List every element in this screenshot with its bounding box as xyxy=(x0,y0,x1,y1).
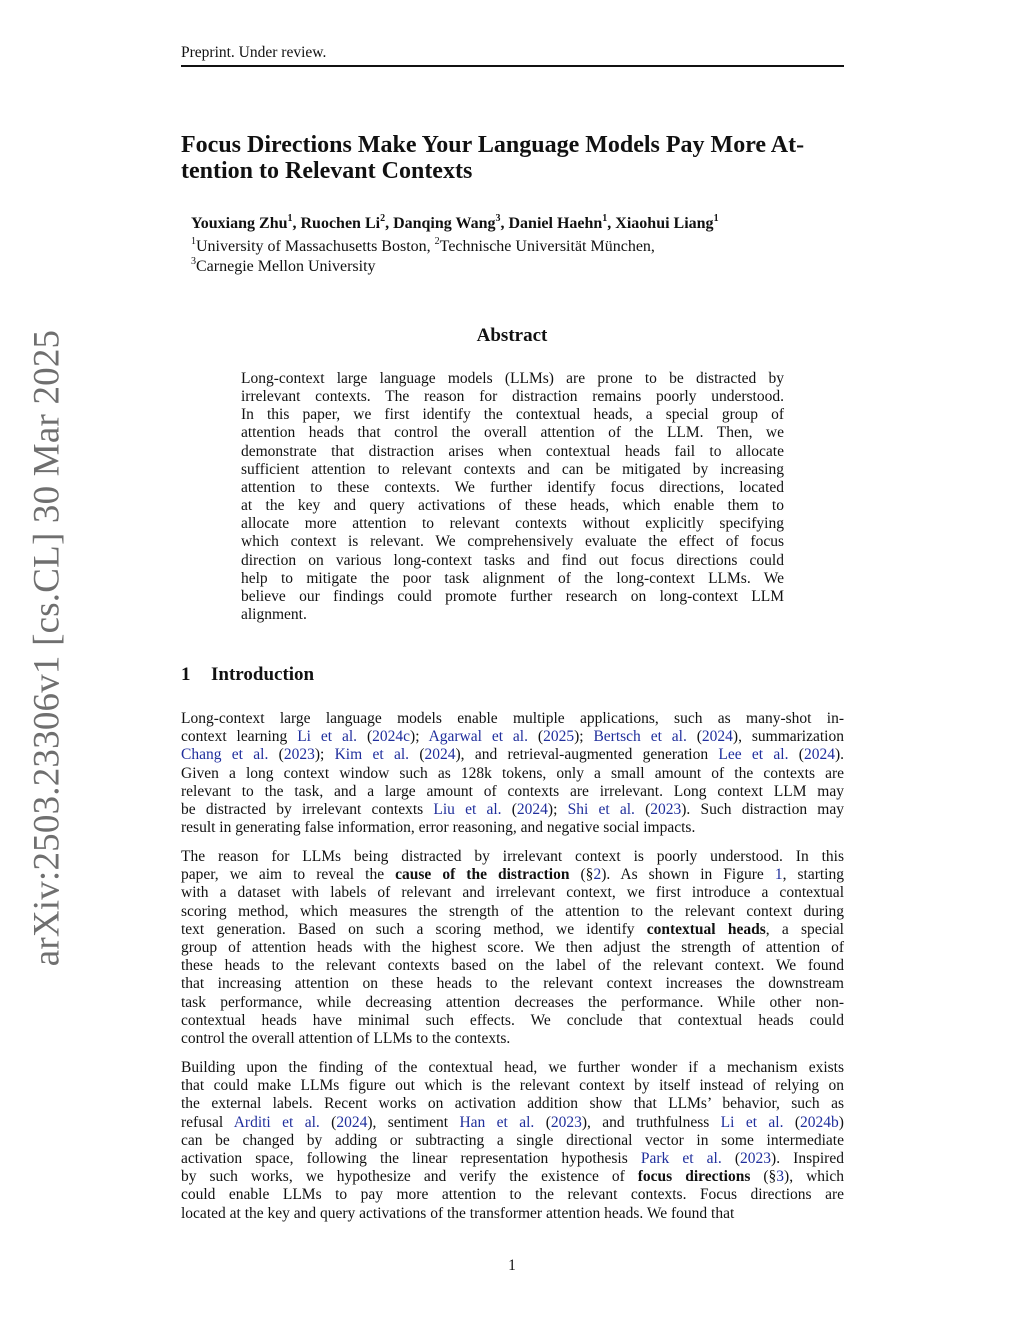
text-line xyxy=(181,1132,844,1150)
citation-link[interactable]: 1 xyxy=(774,866,783,884)
abstract-line: help to mitigate the poor task alignment of the long-context LLMs. We xyxy=(241,569,784,587)
text-run: contextual heads have minimal such effects. We conclude that contextual heads could xyxy=(181,1011,844,1029)
citation-link[interactable]: 2023 xyxy=(740,1150,772,1168)
author-list: Youxiang Zhu$^1$, Ruochen Li$^2$, Danqing Wang$^3$, Daniel Haehn$^1$, Xiaohui Liang$^1$ xyxy=(191,212,719,232)
citation-link[interactable]: 3 xyxy=(776,1168,785,1186)
text-run: (§ xyxy=(750,1168,777,1186)
abstract-line: In this paper, we first identify the contextual heads, a special group of xyxy=(241,406,784,424)
abstract-line: at the key and query activations of these heads, which enable them to xyxy=(241,497,784,515)
abstract-heading: Abstract xyxy=(476,325,548,346)
citation-link[interactable]: Shi et al. xyxy=(567,801,635,819)
text-run: with a dataset with labels of relevant and irrelevant context, we first introduce a contextual xyxy=(181,884,844,902)
text-run: Building upon the finding of the contextual head, we further wonder if a mechanism exists xyxy=(181,1059,844,1076)
text-line xyxy=(181,746,844,764)
text-line xyxy=(181,1186,844,1204)
text-run: ( xyxy=(634,801,651,819)
text-run: ), which xyxy=(784,1168,844,1186)
text-run: activation space, following the linear representation hypothesis xyxy=(181,1150,641,1168)
text-run: The reason for LLMs being distracted by irrelevant context is poorly understood. In this xyxy=(181,848,844,865)
text-run: ). xyxy=(834,746,845,764)
text-run: ). As shown in Figure xyxy=(601,866,775,884)
citation-link[interactable]: Arditi et al. xyxy=(233,1113,320,1131)
text-line xyxy=(181,1059,844,1077)
text-line xyxy=(181,903,844,921)
author-affil-sup: 3 xyxy=(495,212,501,224)
abstract-body xyxy=(241,370,784,624)
citation-link[interactable]: Li et al. xyxy=(720,1113,784,1131)
text-run: ) xyxy=(838,1113,844,1131)
text-run: , a special xyxy=(765,920,844,938)
text-run: ); xyxy=(410,728,429,746)
text-line xyxy=(181,884,844,902)
affiliation-name: Technische Universität München xyxy=(439,238,651,255)
author-affil-sup: 1 xyxy=(287,212,293,224)
bold-term: focus directions xyxy=(637,1168,751,1186)
bold-term: contextual heads xyxy=(646,920,766,938)
arxiv-sidebar-id: arXiv:2503.23306v1 [cs.CL] 30 Mar 2025 xyxy=(26,329,68,967)
header-rule xyxy=(181,65,844,67)
text-run: ); xyxy=(547,801,568,819)
text-run: group of attention heads with the highest score. We then adjust the strength of attention of xyxy=(181,939,844,957)
citation-link[interactable]: Lee et al. xyxy=(718,746,789,764)
citation-link[interactable]: 2024c xyxy=(372,728,411,746)
citation-link[interactable]: Park et al. xyxy=(640,1150,722,1168)
author-name: Ruochen Li xyxy=(300,215,381,232)
text-run: ( xyxy=(534,1113,551,1131)
text-line xyxy=(181,957,844,975)
text-line xyxy=(181,1114,844,1132)
text-run: the external labels. Recent works on activation addition show that LLMs’ behavior, such as xyxy=(181,1095,844,1113)
author-name: Danqing Wang xyxy=(393,215,496,232)
abstract-line: direction on various long-context tasks and find out focus directions could xyxy=(241,551,784,569)
citation-link[interactable]: 2025 xyxy=(543,728,575,746)
text-run: ); xyxy=(314,746,335,764)
citation-link[interactable]: Kim et al. xyxy=(334,746,410,764)
text-line xyxy=(181,710,844,728)
text-run: relevant to the task, and a large amount of contexts are irrelevant. Long context LLM may xyxy=(181,782,844,800)
text-line xyxy=(181,765,844,783)
text-line xyxy=(181,728,844,746)
text-run: that increasing attention on these heads to the relevant context increases the downstream xyxy=(181,975,844,993)
text-run: context learning xyxy=(181,728,298,746)
text-run: Long-context large language models enable multiple applications, such as many-shot in- xyxy=(181,710,844,727)
affiliation-line xyxy=(191,255,376,276)
text-line xyxy=(181,783,844,801)
abstract-line: which context is relevant. We comprehensively evaluate the effect of focus xyxy=(241,533,784,551)
text-run: ); xyxy=(574,728,594,746)
text-run: ( xyxy=(788,746,804,764)
text-line xyxy=(181,866,844,884)
text-run: scoring method, which measures the strength of the attention to the relevant context during xyxy=(181,902,844,920)
affiliation-line: $^1$University of Massachusetts Boston, $^2$Technische Universität München, xyxy=(191,235,655,255)
text-line xyxy=(181,801,844,819)
text-run: ), summarization xyxy=(732,728,844,746)
citation-link[interactable]: 2023 xyxy=(650,801,682,819)
intro-paragraph-2 xyxy=(181,848,844,1048)
section-number: 1 xyxy=(181,664,191,685)
author-affil-sup: 1 xyxy=(713,212,719,224)
text-run: ( xyxy=(268,746,284,764)
citation-link[interactable]: 2024 xyxy=(701,728,733,746)
text-line xyxy=(181,975,844,993)
citation-link[interactable]: 2024 xyxy=(803,746,835,764)
intro-paragraph-3 xyxy=(181,1059,844,1223)
citation-link[interactable]: 2024 xyxy=(424,746,456,764)
title-line: Focus Directions Make Your Language Models Pay More At- xyxy=(181,132,805,158)
text-run: that could make LLMs figure out which is the relevant context by itself instead of relying on xyxy=(181,1077,844,1095)
running-header: Preprint. Under review. xyxy=(181,44,327,61)
abstract-line: attention heads that control the overall attention of the LLM. Then, we xyxy=(241,424,784,442)
text-run: ( xyxy=(721,1150,741,1168)
intro-paragraph-1 xyxy=(181,710,844,837)
text-run: , starting xyxy=(782,866,844,884)
text-line xyxy=(181,1205,844,1223)
affiliation-sup: 2 xyxy=(434,235,440,247)
abstract-line: demonstrate that distraction arises when contextual heads fail to allocate xyxy=(241,442,784,460)
affiliation-name: University of Massachusetts Boston xyxy=(196,238,427,255)
text-run: ( xyxy=(783,1113,801,1131)
citation-link[interactable]: 2 xyxy=(593,866,602,884)
citation-link[interactable]: 2024 xyxy=(336,1113,368,1131)
text-line xyxy=(181,848,844,866)
citation-link[interactable]: Bertsch et al. xyxy=(593,728,687,746)
citation-link[interactable]: Agarwal et al. xyxy=(428,728,528,746)
text-run: be distracted by irrelevant contexts xyxy=(181,801,434,819)
paper-title xyxy=(181,132,851,184)
abstract-line: irrelevant contexts. The reason for distraction remains poorly understood. xyxy=(241,388,784,406)
text-run: ( xyxy=(527,728,544,746)
author-affil-sup: 2 xyxy=(380,212,386,224)
section-title: Introduction xyxy=(211,664,315,685)
text-line xyxy=(181,994,844,1012)
text-run: ), and truthfulness xyxy=(581,1113,721,1131)
text-line xyxy=(181,819,844,837)
title-line: tention to Relevant Contexts xyxy=(181,158,473,184)
text-run: ). Inspired xyxy=(771,1150,844,1168)
text-run: ( xyxy=(409,746,425,764)
text-run: refusal xyxy=(181,1113,234,1131)
text-run: result in generating false information, error reasoning, and negative social impacts. xyxy=(181,819,696,837)
text-run: can be changed by adding or subtracting a single directional vector in some intermediate xyxy=(181,1131,844,1149)
abstract-line: believe our findings could promote further research on long-context LLM xyxy=(241,587,784,605)
page-number: 1 xyxy=(508,1257,516,1274)
text-line xyxy=(181,1150,844,1168)
citation-link[interactable]: Li et al. xyxy=(297,728,358,746)
text-line xyxy=(181,921,844,939)
text-line xyxy=(181,1012,844,1030)
abstract-line: allocate more attention to relevant contexts without explicitly specifying xyxy=(241,515,784,533)
text-run: paper, we aim to reveal the xyxy=(181,866,396,884)
author-affil-sup: 1 xyxy=(602,212,608,224)
citation-link[interactable]: 2024 xyxy=(516,801,548,819)
author-name: Xiaohui Liang xyxy=(615,215,714,232)
text-line xyxy=(181,1095,844,1113)
abstract-line: attention to these contexts. We further identify focus directions, located xyxy=(241,478,784,496)
affiliation-sup: 1 xyxy=(191,235,196,247)
bold-term: cause of the distraction xyxy=(395,866,570,884)
abstract-line: alignment. xyxy=(241,606,307,624)
author-name: Daniel Haehn xyxy=(508,215,603,232)
text-run: control the overall attention of LLMs to the contexts. xyxy=(181,1030,511,1048)
text-line xyxy=(181,1168,844,1186)
text-run: ( xyxy=(357,728,373,746)
text-run: text generation. Based on such a scoring method, we identify xyxy=(181,920,647,938)
text-run: (§ xyxy=(569,866,594,884)
text-run: these heads to the relevant contexts based on the label of the relevant context. We found xyxy=(181,957,844,975)
text-run: ( xyxy=(319,1113,337,1131)
abstract-line: sufficient attention to relevant contexts and can be mitigated by increasing xyxy=(241,460,784,478)
text-run: ), sentiment xyxy=(367,1113,460,1131)
text-run: ). Such distraction may xyxy=(681,801,844,819)
citation-link[interactable]: Liu et al. xyxy=(433,801,502,819)
abstract-line: Long-context large language models (LLMs) are prone to be distracted by xyxy=(241,370,784,387)
text-line xyxy=(181,939,844,957)
text-run: could enable LLMs to pay more attention to the relevant contexts. Focus directions are xyxy=(181,1186,844,1204)
citation-link[interactable]: Han et al. xyxy=(459,1113,535,1131)
text-run: ( xyxy=(686,728,702,746)
text-run: ), and retrieval-augmented generation xyxy=(455,746,719,764)
text-line xyxy=(181,1077,844,1095)
text-line xyxy=(181,1030,844,1048)
text-run: task performance, while decreasing attention decreases the performance. While other non- xyxy=(181,993,844,1011)
citation-link[interactable]: 2024b xyxy=(800,1113,839,1131)
author-name: Youxiang Zhu xyxy=(191,215,288,232)
affiliation-name: Carnegie Mellon University xyxy=(196,258,376,275)
section-heading-introduction xyxy=(181,664,314,686)
text-run: ( xyxy=(501,801,517,819)
text-run: Given a long context window such as 128k tokens, only a small amount of the contexts are xyxy=(181,764,844,782)
text-run: by such works, we hypothesize and verify the existence of xyxy=(181,1168,638,1186)
citation-link[interactable]: 2023 xyxy=(283,746,315,764)
text-run: located at the key and query activations of the transformer attention heads. We found that xyxy=(181,1204,735,1222)
citation-link[interactable]: Chang et al. xyxy=(181,746,269,764)
affiliation-sup: 3 xyxy=(191,255,196,267)
citation-link[interactable]: 2023 xyxy=(550,1113,582,1131)
